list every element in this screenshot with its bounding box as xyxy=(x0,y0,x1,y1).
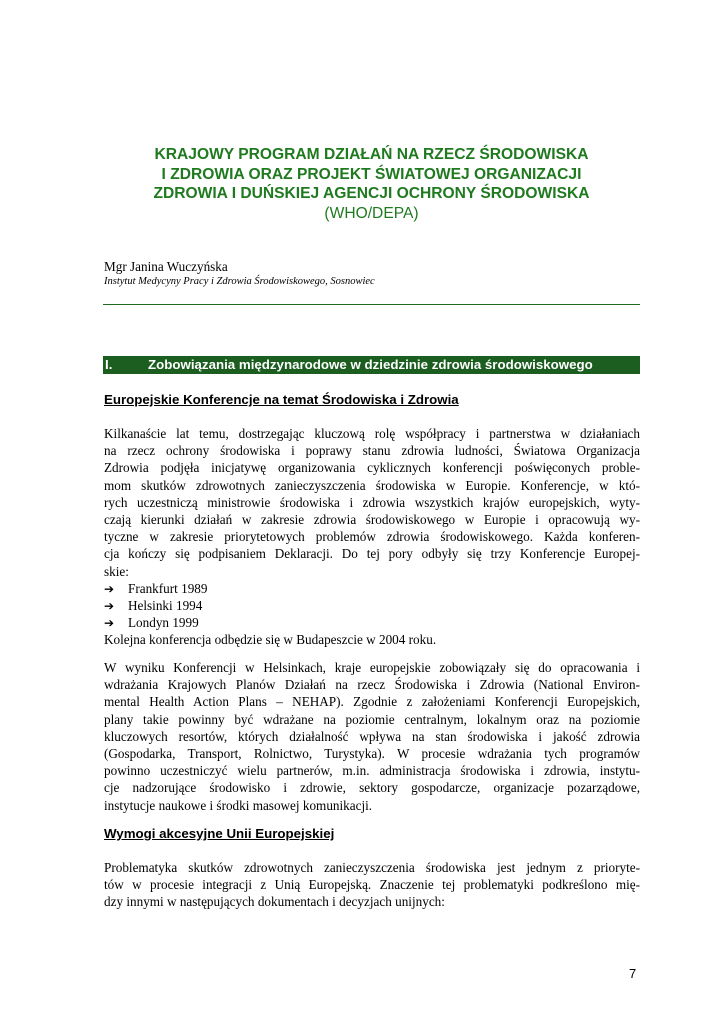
arrow-right-icon: ➔ xyxy=(104,581,115,596)
text-line: wdrażania Krajowych Planów Działań na rzecz Środowiska i Zdrowia (National Environ- xyxy=(104,677,640,693)
text-line: Zdrowia podjęła inicjatywę organizowania cyklicznych konferencji poświęconych proble- xyxy=(104,460,640,476)
text-line: skie: xyxy=(104,563,129,579)
text-line: powinno uczestniczyć wielu partnerów, m.in. administracja środowiska i zdrowia, instytu- xyxy=(104,763,640,779)
text-line: dzy innymi w następujących dokumentach i decyzjach unijnych: xyxy=(104,894,445,910)
page-number: 7 xyxy=(629,966,637,981)
text-line: rych uczestniczą ministrowie środowiska i zdrowia wszystkich krajów europejskich, wyty- xyxy=(104,494,640,510)
text-line: na rzecz ochrony środowiska i poprawy stanu zdrowia ludności, Światowa Organizacja xyxy=(104,443,640,459)
arrow-right-icon: ➔ xyxy=(104,598,115,613)
section-title: Zobowiązania międzynarodowe w dziedzinie zdrowia środowiskowego xyxy=(148,357,593,372)
horizontal-rule xyxy=(103,304,640,305)
author-affiliation: Instytut Medycyny Pracy i Zdrowia Środowiskowego, Sosnowiec xyxy=(104,276,375,287)
text-line: cja kończy się podpisaniem Deklaracji. Do tej pory odbyły się trzy Konferencje Europej- xyxy=(104,546,640,562)
document-title xyxy=(103,145,640,223)
list-item xyxy=(104,597,640,614)
paragraph-conferences xyxy=(104,425,640,648)
text-line: Kilkanaście lat temu, dostrzegając kluczową rolę współpracy i partnerstwa w działaniach xyxy=(104,426,640,441)
list-item xyxy=(104,580,640,597)
text-line: mental Health Action Plans – NEHAP). Zgodnie z założeniami Konferencji Europejskich, xyxy=(104,694,640,710)
list-item-text: Londyn 1999 xyxy=(128,615,199,631)
title-line: I ZDROWIA ORAZ PROJEKT ŚWIATOWEJ ORGANIZACJI xyxy=(161,165,582,183)
text-line: W wyniku Konferencji w Helsinkach, kraje europejskie zobowiązały się do opracowania i xyxy=(104,660,640,675)
text-line: kluczowych resortów, których działalność wpływa na stan środowiska i jakość zdrowia xyxy=(104,728,640,744)
subsection-heading-eu: Wymogi akcesyjne Unii Europejskiej xyxy=(104,826,335,841)
list-item xyxy=(104,614,640,631)
text-line: czają kierunki działań w zakresie zdrowia środowiskowego w Europie i opracowują wy- xyxy=(104,511,640,527)
list-item-text: Helsinki 1994 xyxy=(128,597,203,613)
text-line: plany takie powinny być wdrażane na poziomie centralnym, lokalnym oraz na poziomie xyxy=(104,711,640,727)
paragraph-helsinki xyxy=(104,659,640,814)
text-line: (Gospodarka, Transport, Rolnictwo, Turystyka). W procesie wdrażania tych programów xyxy=(104,745,640,761)
list-item-text: Frankfurt 1989 xyxy=(128,580,208,596)
subsection-heading-conferences: Europejskie Konferencje na temat Środowiska i Zdrowia xyxy=(104,392,459,407)
title-line: ZDROWIA I DUŃSKIEJ AGENCJI OCHRONY ŚRODOWISKA xyxy=(153,185,590,202)
title-subtitle: (WHO/DEPA) xyxy=(324,204,419,222)
text-line: mom skutków zdrowotnych zanieczyszczenia środowiska w Europie. Konferencje, w któ- xyxy=(104,477,640,493)
author-name: Mgr Janina Wuczyńska xyxy=(104,259,228,274)
text-line: cje nadzorujące środowisko i zdrowie, sektory gospodarcze, organizacje pozarządowe, xyxy=(104,780,640,796)
section-number: I. xyxy=(105,357,113,372)
text-line: tyczne w zakresie priorytetowych problemów zdrowia środowiskowego. Każda konferen- xyxy=(104,529,640,545)
section-heading-bar xyxy=(103,356,640,374)
text-line: instytucje naukowe i środki masowej komunikacji. xyxy=(104,797,373,813)
title-line: KRAJOWY PROGRAM DZIAŁAŃ NA RZECZ ŚRODOWISKA xyxy=(154,146,589,163)
text-line: Problematyka skutków zdrowotnych zanieczyszczenia środowiska jest jednym z prioryte- xyxy=(104,860,640,875)
paragraph-eu xyxy=(104,859,640,911)
text-line: Kolejna konferencja odbędzie się w Budapeszcie w 2004 roku. xyxy=(104,632,437,648)
arrow-right-icon: ➔ xyxy=(104,616,115,631)
text-line: tów w procesie integracji z Unią Europejską. Znaczenie tej problematyki podkreślono mię- xyxy=(104,877,640,893)
